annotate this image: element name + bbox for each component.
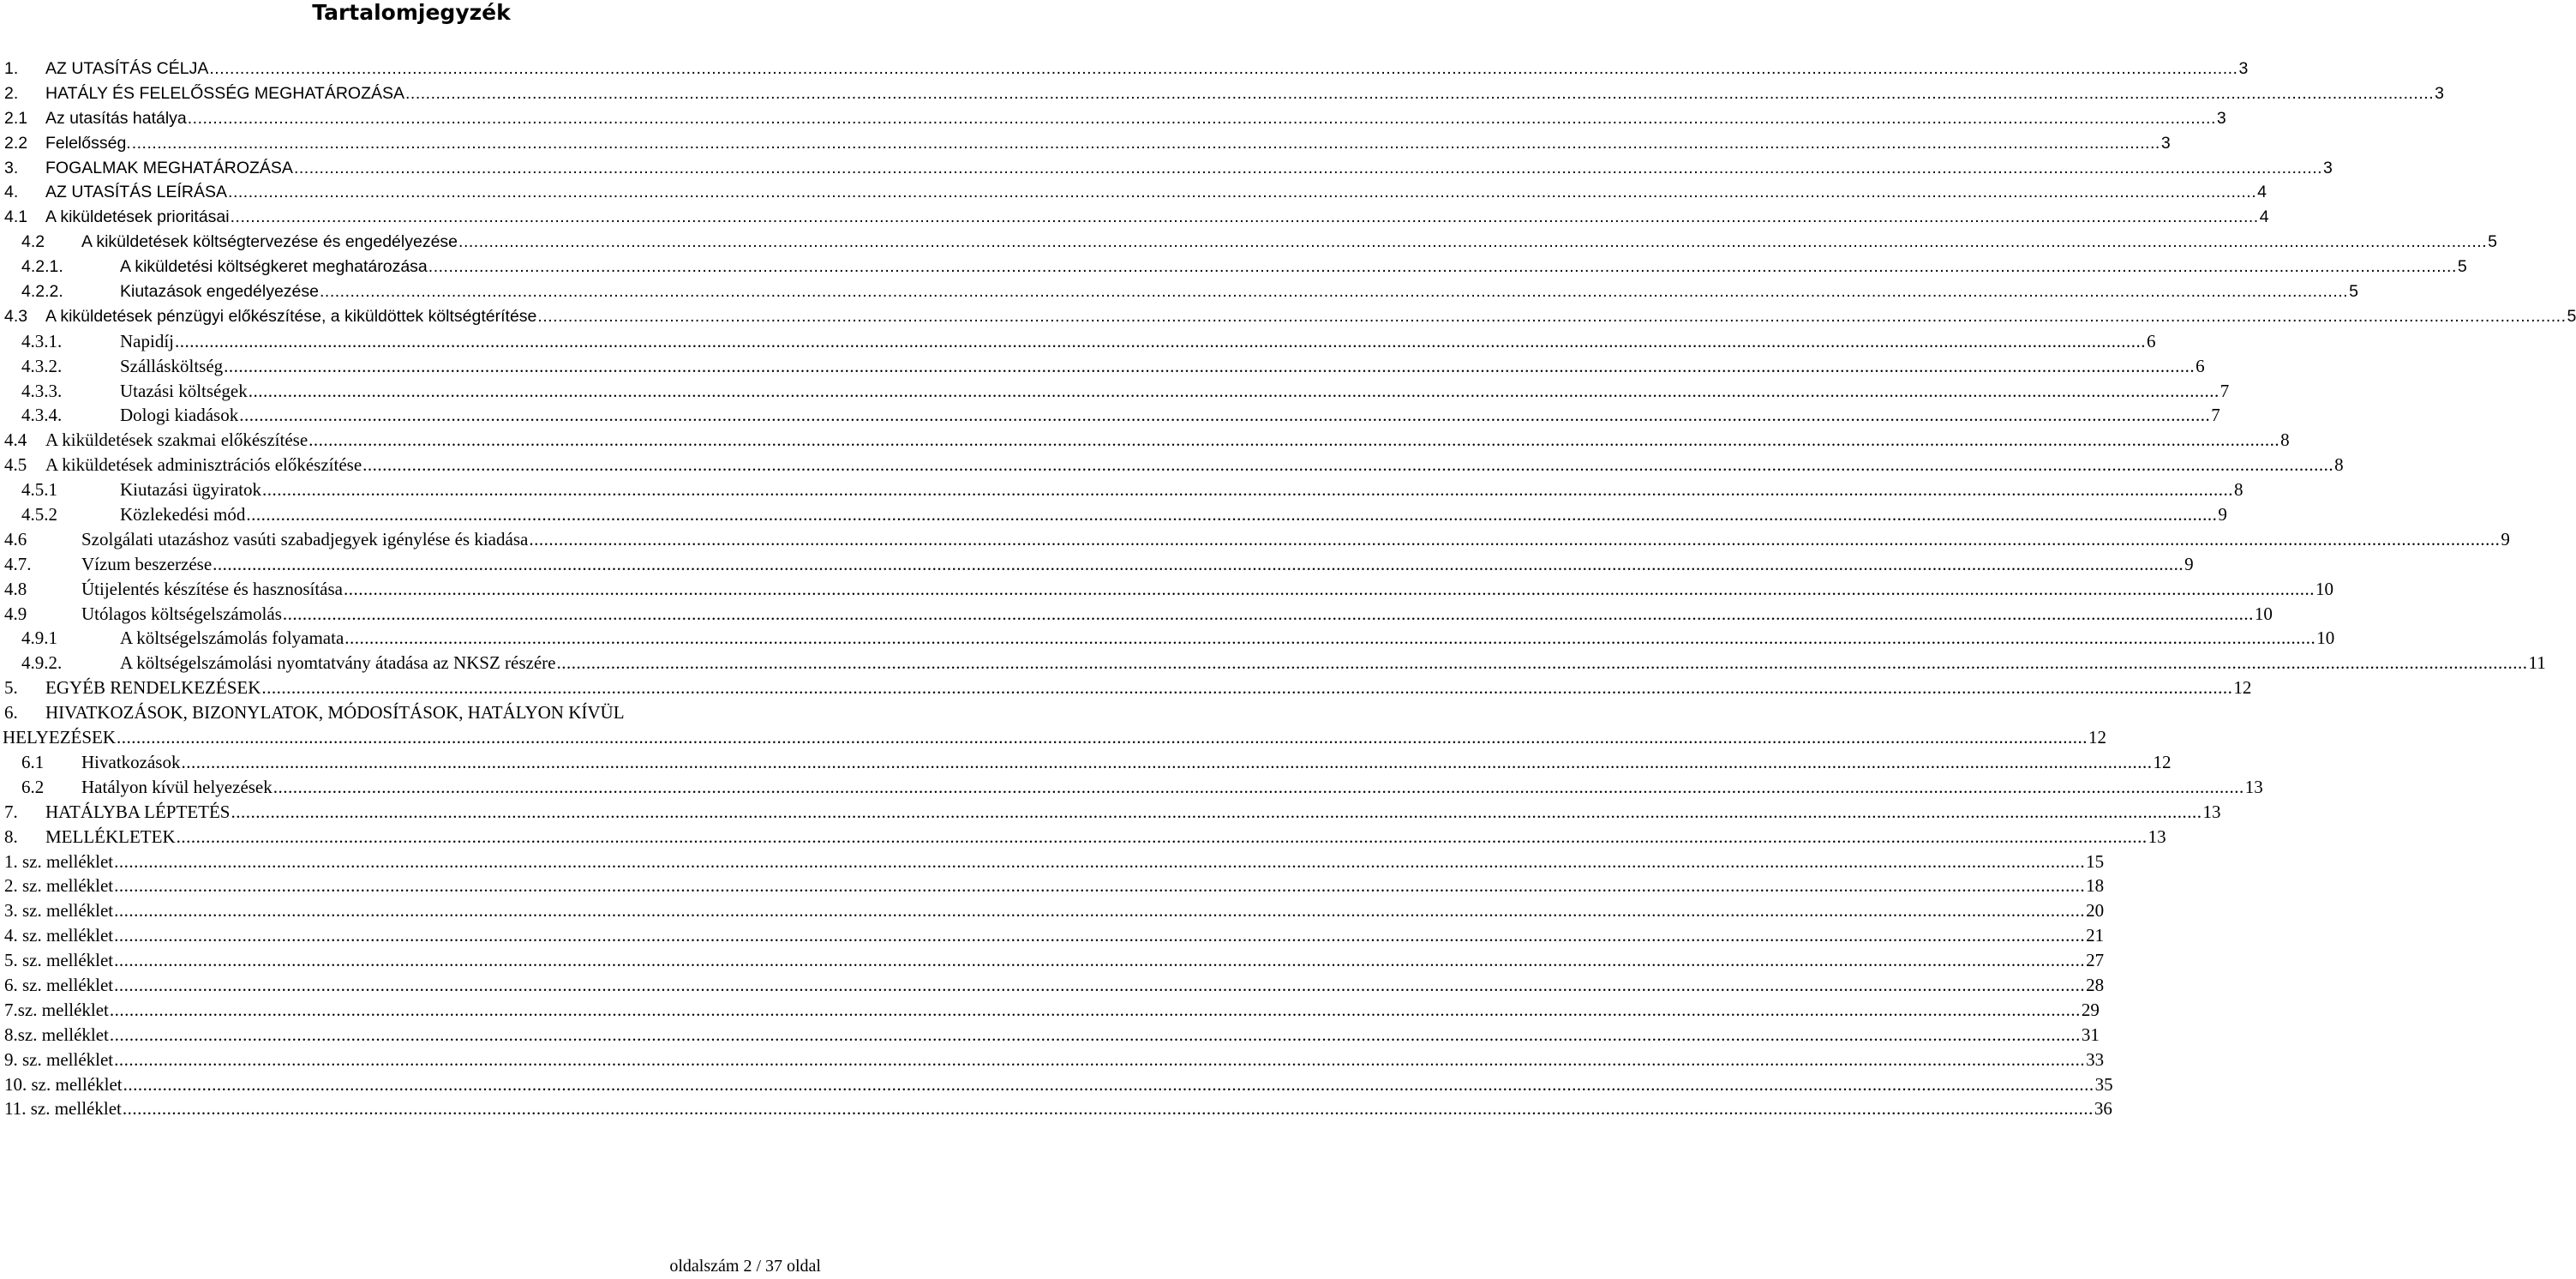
toc-entry-title: A költségelszámolási nyomtatvány átadása az NKSZ részére xyxy=(120,652,556,674)
toc-entry-number: 7. xyxy=(4,801,18,822)
toc-entry[interactable] xyxy=(0,775,2263,800)
toc-entry[interactable] xyxy=(0,255,2467,279)
toc-entry-number: 4.2.1. xyxy=(21,257,63,277)
toc-entry[interactable] xyxy=(0,379,2230,404)
dot-leader: ................................................................................................................................................................................................................................................................................................................................................................................................................ xyxy=(187,108,2216,128)
toc-entry-number: 6. xyxy=(4,702,18,724)
toc-entry[interactable] xyxy=(0,304,2576,329)
toc-entry[interactable] xyxy=(0,850,2105,874)
toc-entry[interactable] xyxy=(0,453,2344,477)
toc-entry-number: 4.5.2 xyxy=(21,504,57,525)
dot-leader: ................................................................................................................................................................................................................................................................................................................................................................................................................ xyxy=(246,504,2218,525)
toc-entry[interactable] xyxy=(0,205,2269,230)
toc-entry[interactable] xyxy=(0,651,2546,676)
toc-entry-title: Közlekedési mód xyxy=(120,504,246,525)
toc-entry[interactable] xyxy=(0,106,2226,131)
toc-entry-page: 9 xyxy=(2218,504,2227,525)
dot-leader: ................................................................................................................................................................................................................................................................................................................................................................................................................ xyxy=(181,751,2153,772)
toc-entry-page: 29 xyxy=(2081,999,2100,1020)
toc-entry[interactable] xyxy=(0,1023,2100,1048)
toc-entry-page: 9 xyxy=(2184,553,2194,574)
toc-entry-title: HIVATKOZÁSOK, BIZONYLATOK, MÓDOSÍTÁSOK, HATÁLYON KÍVÜL xyxy=(45,702,625,724)
toc-entry-number: 4.1 xyxy=(4,207,28,227)
toc-entry-title: 10. sz. melléklet xyxy=(4,1073,123,1095)
toc-entry-number: 4.5.1 xyxy=(21,479,57,501)
toc-entry-title-continued: HELYEZÉSEK xyxy=(3,727,117,748)
toc-entry[interactable] xyxy=(0,428,2290,453)
toc-entry-title: A költségelszámolás folyamata xyxy=(120,627,344,649)
toc-entry-number: 4.3.3. xyxy=(21,380,63,401)
toc-entry-title: A kiküldetések pénzügyi előkészítése, a kiküldöttek költségtérítése xyxy=(45,306,537,326)
toc-entry-page: 5 xyxy=(2567,306,2576,326)
toc-entry[interactable] xyxy=(0,602,2273,627)
toc-entry-page: 27 xyxy=(2086,950,2105,971)
toc-entry-title: 5. sz. melléklet xyxy=(4,950,114,971)
toc-entry-title: Szolgálati utazáshoz vasúti szabadjegyek igénylése és kiadása xyxy=(81,528,529,549)
toc-entry-title: EGYÉB RENDELKEZÉSEK xyxy=(45,677,261,699)
toc-entry-number: 4.3.2. xyxy=(21,355,63,376)
toc-entry-title: Vízum beszerzése xyxy=(81,553,213,574)
toc-entry[interactable] xyxy=(0,354,2205,379)
dot-leader: ................................................................................................................................................................................................................................................................................................................................................................................................................ xyxy=(261,677,2233,699)
toc-entry[interactable] xyxy=(0,81,2444,106)
toc-entry-page: 15 xyxy=(2086,850,2105,872)
toc-entry-page: 13 xyxy=(2244,776,2263,797)
dot-leader: ................................................................................................................................................................................................................................................................................................................................................................................................................ xyxy=(176,826,2148,847)
toc-entry[interactable] xyxy=(0,700,2107,750)
toc-entry-number: 3. xyxy=(4,158,19,177)
toc-entry-page: 5 xyxy=(2349,282,2358,302)
dot-leader: ................................................................................................................................................................................................................................................................................................................................................................................................................ xyxy=(293,158,2323,177)
toc-entry-number: 4.2 xyxy=(21,232,45,252)
toc-entry-title: A kiküldetések költségtervezése és engedélyezése xyxy=(81,232,458,252)
toc-entry-page: 8 xyxy=(2280,429,2290,451)
toc-entry-page: 7 xyxy=(2220,380,2230,401)
toc-entry-title: Utazási költségek xyxy=(120,380,248,401)
dot-leader: ................................................................................................................................................................................................................................................................................................................................................................................................................ xyxy=(131,133,2160,153)
toc-entry[interactable] xyxy=(0,1072,2113,1097)
toc-entry[interactable] xyxy=(0,898,2105,923)
toc-entry-title: HATÁLYBA LÉPTETÉS xyxy=(45,801,231,822)
toc-entry-page: 36 xyxy=(2094,1098,2112,1120)
dot-leader: ................................................................................................................................................................................................................................................................................................................................................................................................................ xyxy=(224,355,2196,376)
dot-leader: ................................................................................................................................................................................................................................................................................................................................................................................................................ xyxy=(344,627,2316,649)
dot-leader: ................................................................................................................................................................................................................................................................................................................................................................................................................ xyxy=(114,1048,2086,1070)
toc-entry-title: A kiküldetések adminisztrációs előkészítése xyxy=(45,454,362,476)
toc-entry-page: 4 xyxy=(2257,183,2267,202)
toc-entry-title: 7.sz. melléklet xyxy=(4,999,109,1020)
toc-entry-title: A kiküldetési költségkeret meghatározása xyxy=(120,257,428,277)
toc-entry[interactable] xyxy=(0,1096,2112,1121)
toc-entry[interactable] xyxy=(0,527,2510,552)
dot-leader: ................................................................................................................................................................................................................................................................................................................................................................................................................ xyxy=(123,1073,2094,1095)
toc-entry[interactable] xyxy=(0,57,2249,81)
toc-entry-number: 4.5 xyxy=(4,454,27,476)
toc-entry-title: Útijelentés készítése és hasznosítása xyxy=(81,578,343,599)
toc-entry-number: 4.3.4. xyxy=(21,405,63,426)
toc-entry[interactable] xyxy=(0,131,2171,156)
dot-leader: ................................................................................................................................................................................................................................................................................................................................................................................................................ xyxy=(114,925,2086,946)
toc-entry-page: 3 xyxy=(2238,59,2249,78)
dot-leader: ................................................................................................................................................................................................................................................................................................................................................................................................................ xyxy=(230,207,2259,227)
toc-entry-page: 12 xyxy=(2088,727,2107,748)
dot-leader: ................................................................................................................................................................................................................................................................................................................................................................................................................ xyxy=(262,479,2234,501)
toc-entry-title: 1. sz. melléklet xyxy=(4,850,114,872)
toc-entry-page: 8 xyxy=(2334,454,2344,476)
dot-leader: ................................................................................................................................................................................................................................................................................................................................................................................................................ xyxy=(537,306,2567,326)
toc-entry-title: Szállásköltség xyxy=(120,355,224,376)
toc-entry-number: 8. xyxy=(4,826,18,847)
toc-entry-number: 4.3 xyxy=(4,306,28,326)
dot-leader: ................................................................................................................................................................................................................................................................................................................................................................................................................ xyxy=(114,974,2086,995)
toc-entry-page: 5 xyxy=(2457,257,2467,277)
dot-leader: ................................................................................................................................................................................................................................................................................................................................................................................................................ xyxy=(556,652,2528,674)
toc-entry[interactable] xyxy=(0,998,2100,1023)
toc-entry-number: 4.8 xyxy=(4,578,27,599)
toc-entry-page: 8 xyxy=(2234,479,2244,501)
dot-leader: ................................................................................................................................................................................................................................................................................................................................................................................................................ xyxy=(428,257,2457,277)
dot-leader: ................................................................................................................................................................................................................................................................................................................................................................................................................ xyxy=(405,83,2435,103)
dot-leader: ................................................................................................................................................................................................................................................................................................................................................................................................................ xyxy=(228,183,2257,202)
toc-entry-page: 35 xyxy=(2094,1073,2113,1095)
dot-leader: ................................................................................................................................................................................................................................................................................................................................................................................................................ xyxy=(117,727,2088,748)
toc-entry[interactable] xyxy=(0,1048,2105,1072)
toc-entry-title: Hivatkozások xyxy=(81,751,181,772)
toc-entry-title: 9. sz. melléklet xyxy=(4,1048,114,1070)
toc-entry-page: 3 xyxy=(2323,158,2333,177)
dot-leader: ................................................................................................................................................................................................................................................................................................................................................................................................................ xyxy=(114,900,2086,922)
dot-leader: ................................................................................................................................................................................................................................................................................................................................................................................................................ xyxy=(114,850,2086,872)
toc-entry-page: 11 xyxy=(2528,652,2546,674)
toc-entry-page: 12 xyxy=(2233,677,2252,699)
toc-entry-title: 2. sz. melléklet xyxy=(4,875,114,897)
page-title: Tartalomjegyzék xyxy=(312,0,511,25)
toc-entry-page: 4 xyxy=(2259,207,2269,227)
toc-entry[interactable] xyxy=(0,923,2105,948)
toc-entry-title: Hatályon kívül helyezések xyxy=(81,776,273,797)
toc-entry-page: 3 xyxy=(2160,133,2171,153)
toc-entry[interactable] xyxy=(0,973,2105,998)
dot-leader: ................................................................................................................................................................................................................................................................................................................................................................................................................ xyxy=(231,801,2202,822)
dot-leader: ................................................................................................................................................................................................................................................................................................................................................................................................................ xyxy=(122,1098,2094,1120)
toc-entry[interactable] xyxy=(0,156,2333,181)
toc-entry-number: 4. xyxy=(4,183,19,202)
toc-entry-title: Kiutazások engedélyezése xyxy=(120,282,319,302)
toc-entry-title: Napidíj xyxy=(120,330,174,351)
dot-leader: ................................................................................................................................................................................................................................................................................................................................................................................................................ xyxy=(529,528,2501,549)
toc-entry[interactable] xyxy=(0,750,2172,775)
dot-leader: ................................................................................................................................................................................................................................................................................................................................................................................................................ xyxy=(343,578,2315,599)
toc-entry-number: 6.1 xyxy=(21,751,45,772)
toc-entry-number: 2. xyxy=(4,83,19,103)
dot-leader: ................................................................................................................................................................................................................................................................................................................................................................................................................ xyxy=(362,454,2334,476)
toc-entry-number: 4.9.2. xyxy=(21,652,63,674)
toc-entry-number: 5. xyxy=(4,677,18,699)
toc-entry-number: 4.4 xyxy=(4,429,27,451)
toc-entry[interactable] xyxy=(0,874,2105,898)
toc-entry-number: 1. xyxy=(4,59,19,78)
toc-entry[interactable] xyxy=(0,676,2252,700)
toc-entry-title: Az utasítás hatálya xyxy=(45,108,187,128)
toc-entry-page: 3 xyxy=(2216,108,2226,128)
toc-entry-title: A kiküldetések prioritásai xyxy=(45,207,230,227)
toc-entry[interactable] xyxy=(0,403,2220,428)
toc-entry[interactable] xyxy=(0,626,2335,651)
toc-entry[interactable] xyxy=(0,279,2358,304)
toc-entry-title: HATÁLY ÉS FELELŐSSÉG MEGHATÁROZÁSA xyxy=(45,83,405,103)
dot-leader: ................................................................................................................................................................................................................................................................................................................................................................................................................ xyxy=(248,380,2220,401)
toc-entry-page: 13 xyxy=(2148,826,2166,847)
toc-entry[interactable] xyxy=(0,477,2244,502)
toc-entry-page: 10 xyxy=(2316,627,2335,649)
dot-leader: ................................................................................................................................................................................................................................................................................................................................................................................................................ xyxy=(114,950,2086,971)
toc-entry-title: FOGALMAK MEGHATÁROZÁSA xyxy=(45,158,293,177)
toc-entry-page: 12 xyxy=(2153,751,2172,772)
toc-entry[interactable] xyxy=(0,800,2221,825)
toc-entry-number: 4.2.2. xyxy=(21,282,63,302)
toc-entry-title: AZ UTASÍTÁS CÉLJA xyxy=(45,59,209,78)
toc-entry-page: 10 xyxy=(2254,603,2273,624)
toc-entry-number: 6.2 xyxy=(21,776,45,797)
toc-entry-title: Utólagos költségelszámolás xyxy=(81,603,282,624)
toc-entry-page: 6 xyxy=(2196,355,2205,376)
toc-entry[interactable] xyxy=(0,230,2497,255)
dot-leader: ................................................................................................................................................................................................................................................................................................................................................................................................................ xyxy=(175,330,2146,351)
toc-entry-title: Felelősség. xyxy=(45,133,131,153)
toc-entry-page: 9 xyxy=(2501,528,2510,549)
toc-entry-number: 4.7. xyxy=(4,553,32,574)
dot-leader: ................................................................................................................................................................................................................................................................................................................................................................................................................ xyxy=(239,405,2211,426)
dot-leader: ................................................................................................................................................................................................................................................................................................................................................................................................................ xyxy=(109,1024,2081,1045)
toc-entry[interactable] xyxy=(0,825,2166,850)
toc-entry-page: 20 xyxy=(2086,900,2105,922)
toc-entry-title: Dologi kiadások xyxy=(120,405,239,426)
toc-entry-title: Kiutazási ügyiratok xyxy=(120,479,262,501)
toc-entry[interactable] xyxy=(0,552,2194,577)
dot-leader: ................................................................................................................................................................................................................................................................................................................................................................................................................ xyxy=(109,999,2081,1020)
table-of-contents xyxy=(0,57,2576,1121)
toc-entry-page: 28 xyxy=(2086,974,2105,995)
toc-entry-title: AZ UTASÍTÁS LEÍRÁSA xyxy=(45,183,228,202)
toc-entry-number: 2.1 xyxy=(4,108,28,128)
toc-entry-title: 6. sz. melléklet xyxy=(4,974,114,995)
toc-entry[interactable] xyxy=(0,329,2156,354)
toc-entry-page: 3 xyxy=(2435,83,2444,103)
toc-entry-page: 5 xyxy=(2488,232,2497,252)
toc-entry-page: 21 xyxy=(2086,925,2105,946)
dot-leader: ................................................................................................................................................................................................................................................................................................................................................................................................................ xyxy=(273,776,2244,797)
dot-leader: ................................................................................................................................................................................................................................................................................................................................................................................................................ xyxy=(213,553,2184,574)
dot-leader: ................................................................................................................................................................................................................................................................................................................................................................................................................ xyxy=(209,59,2238,78)
toc-entry[interactable] xyxy=(0,180,2267,205)
toc-entry-page: 31 xyxy=(2081,1024,2100,1045)
toc-entry[interactable] xyxy=(0,502,2227,527)
toc-entry-page: 10 xyxy=(2315,578,2333,599)
toc-entry[interactable] xyxy=(0,577,2333,602)
toc-entry-title: MELLÉKLETEK xyxy=(45,826,176,847)
dot-leader: ................................................................................................................................................................................................................................................................................................................................................................................................................ xyxy=(114,875,2086,897)
toc-entry-page: 33 xyxy=(2086,1048,2105,1070)
dot-leader: ................................................................................................................................................................................................................................................................................................................................................................................................................ xyxy=(458,232,2488,252)
toc-entry-page: 6 xyxy=(2147,330,2156,351)
dot-leader: ................................................................................................................................................................................................................................................................................................................................................................................................................ xyxy=(282,603,2254,624)
toc-entry-number: 4.9.1 xyxy=(21,627,57,649)
toc-entry-title: 8.sz. melléklet xyxy=(4,1024,109,1045)
toc-entry-title: 3. sz. melléklet xyxy=(4,900,114,922)
toc-entry[interactable] xyxy=(0,948,2105,973)
toc-entry-number: 4.6 xyxy=(4,528,27,549)
toc-entry-title: A kiküldetések szakmai előkészítése xyxy=(45,429,309,451)
toc-entry-page: 13 xyxy=(2202,801,2221,822)
toc-entry-title: 11. sz. melléklet xyxy=(4,1098,122,1120)
dot-leader: ................................................................................................................................................................................................................................................................................................................................................................................................................ xyxy=(320,282,2349,302)
toc-entry-number: 2.2 xyxy=(4,133,28,153)
toc-entry-title: 4. sz. melléklet xyxy=(4,925,114,946)
toc-entry-page: 7 xyxy=(2211,405,2220,426)
page-number-footer: oldalszám 2 / 37 oldal xyxy=(669,1257,821,1276)
toc-entry-page: 18 xyxy=(2086,875,2105,897)
toc-entry-number: 4.9 xyxy=(4,603,27,624)
dot-leader: ................................................................................................................................................................................................................................................................................................................................................................................................................ xyxy=(309,429,2280,451)
toc-entry-number: 4.3.1. xyxy=(21,330,63,351)
